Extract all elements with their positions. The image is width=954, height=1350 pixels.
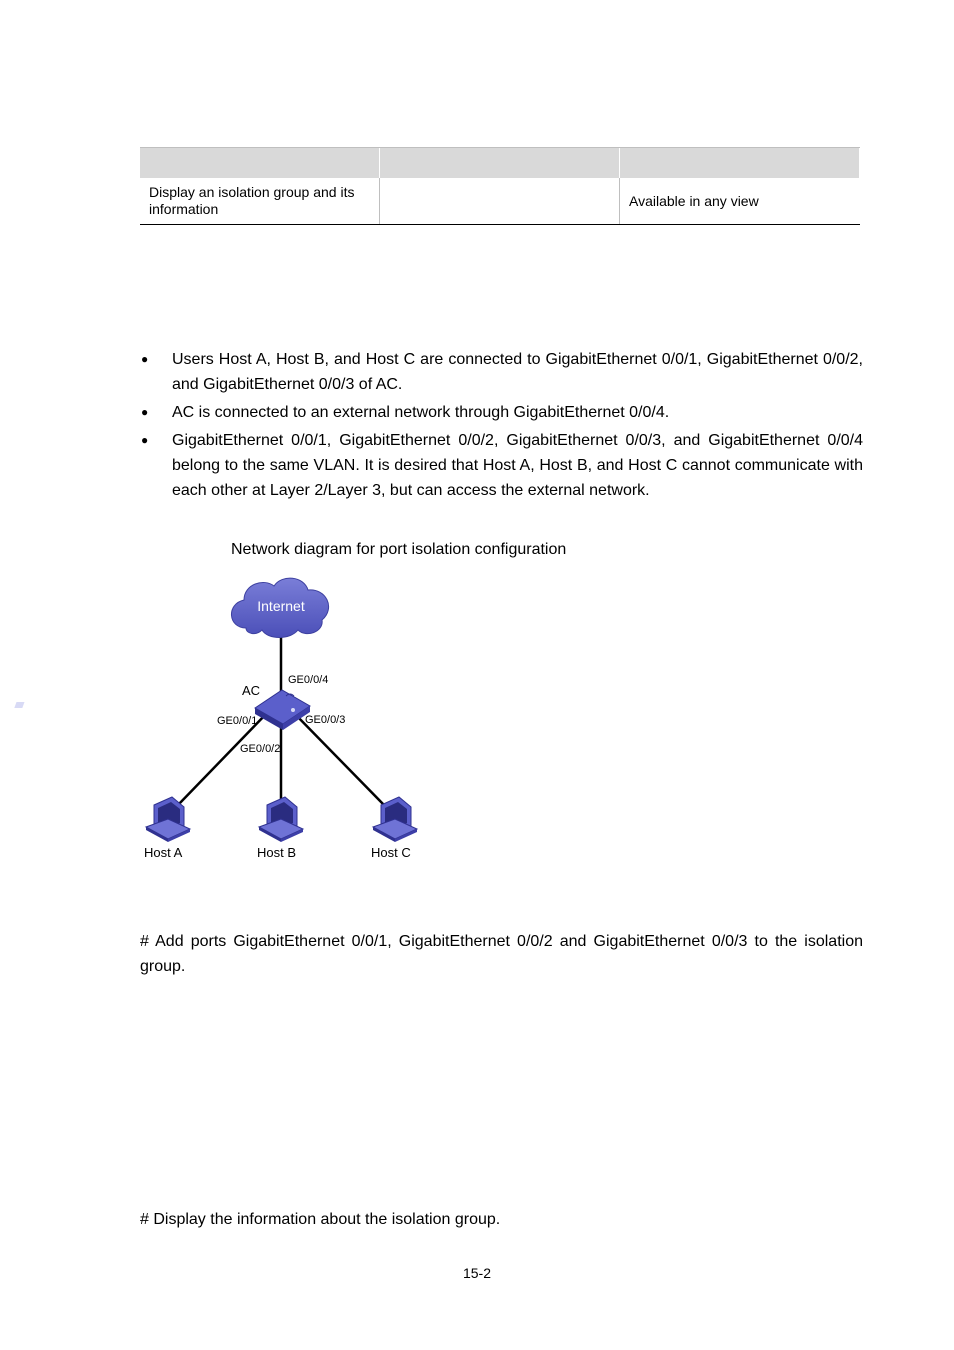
cloud-label: Internet <box>257 598 305 614</box>
bullet-icon: ● <box>141 433 149 447</box>
host-a-label: Host A <box>144 845 183 860</box>
access-controller-icon <box>14 690 310 730</box>
display-info-paragraph: # Display the information about the isolation group. <box>140 1211 501 1228</box>
port-label-ge0-0-2: GE0/0/2 <box>240 743 281 755</box>
host-c-computer-icon <box>373 797 417 842</box>
host-c-label: Host C <box>371 845 411 860</box>
host-b-computer-icon <box>259 797 303 842</box>
bullet-icon: ● <box>141 352 149 366</box>
list-item: ● Users Host A, Host B, and Host C are connected to GigabitEthernet 0/0/1, GigabitEthernet 0/0/2, and GigabitEthernet 0/0/3 of AC. <box>140 347 863 397</box>
host-b-label: Host B <box>257 845 297 860</box>
port-label-ge0-0-1: GE0/0/1 <box>217 715 258 727</box>
figure-caption: Network diagram for port isolation configuration <box>231 541 567 558</box>
add-ports-paragraph: # Add ports GigabitEthernet 0/0/1, GigabitEthernet 0/0/2 and GigabitEthernet 0/0/3 to the isolation group. <box>140 933 863 975</box>
page-number: 15-2 <box>462 1265 492 1281</box>
port-label-ge0-0-4: GE0/0/4 <box>288 674 329 686</box>
table-cell-remarks: Available in any view <box>629 192 759 209</box>
bullet-icon: ● <box>141 405 149 419</box>
list-item: ● GigabitEthernet 0/0/1, GigabitEthernet 0/0/2, GigabitEthernet 0/0/3, and GigabitEthernet 0/0/4 belong to the same VLAN. It is desired that Host A, Host B, and Host C cannot communicate with each other at Layer 2/Layer 3, but can access the external network. <box>140 428 863 503</box>
switch-label: AC <box>242 683 261 698</box>
table-cell-operation: Display an isolation group and its information <box>140 178 380 224</box>
host-a-computer-icon <box>146 797 190 842</box>
port-label-ge0-0-3: GE0/0/3 <box>305 714 346 726</box>
list-item: ● AC is connected to an external network through GigabitEthernet 0/0/4. <box>140 400 863 425</box>
